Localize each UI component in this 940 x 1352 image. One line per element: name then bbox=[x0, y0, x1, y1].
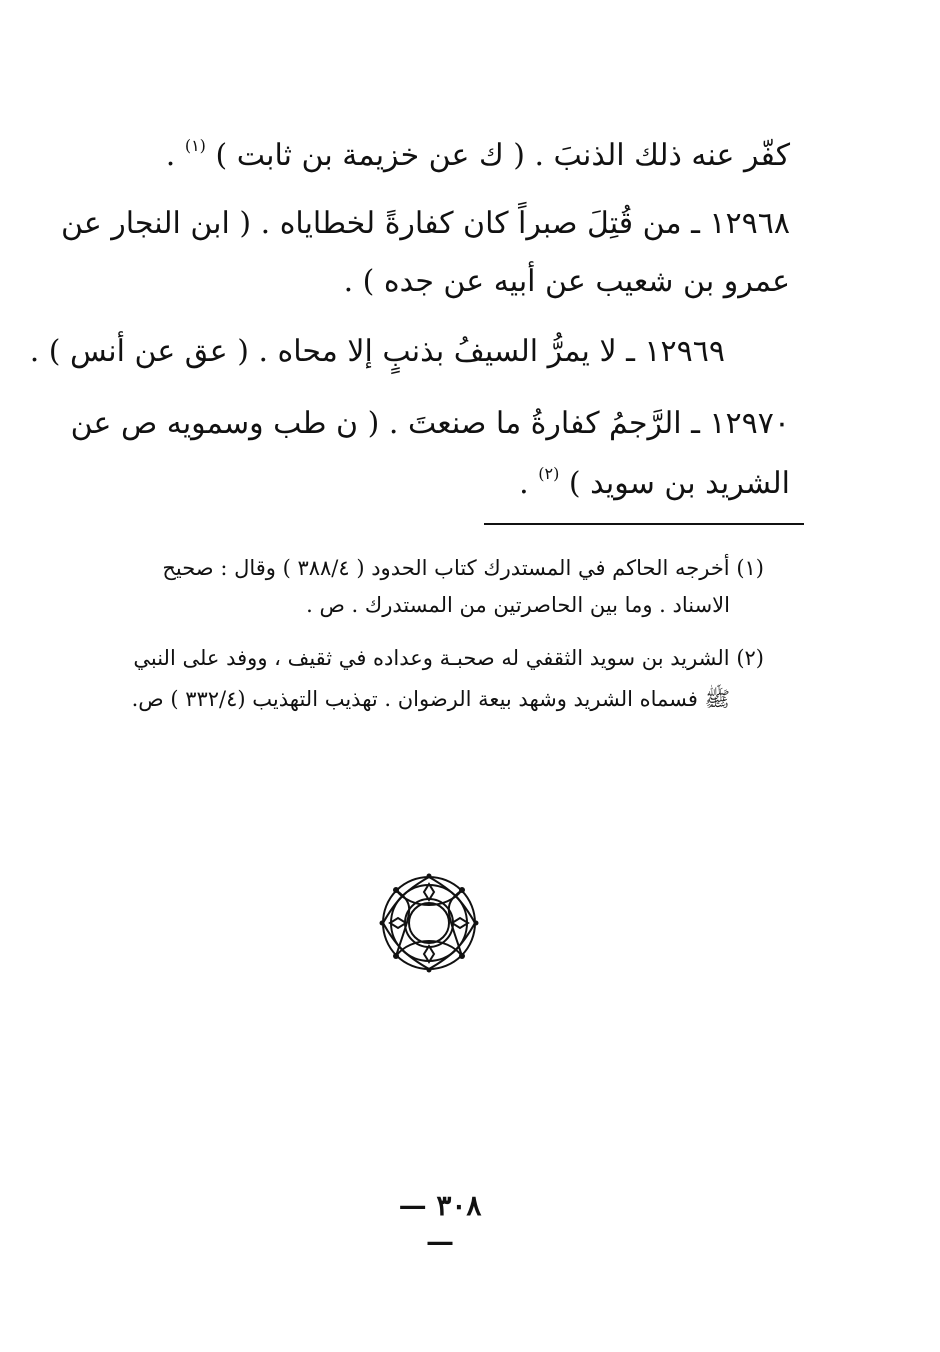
page-number: — ٣٠٨ — bbox=[398, 1189, 482, 1258]
footnote-1-line-2: الاسناد . وما بين الحاصرتين من المستدرك . ص . bbox=[306, 593, 730, 617]
text-line-1-body: كفّر عنه ذلك الذنبَ . ( ك عن خزيمة بن ثابت ) bbox=[215, 138, 790, 173]
text-line-1 bbox=[166, 136, 790, 176]
footnote-ref-2: (٢) bbox=[538, 464, 560, 483]
entry-12970-line-1: ١٢٩٧٠ ـ الرَّجمُ كفارةُ ما صنعتَ . ( ن طب وسمويه ص عن bbox=[70, 406, 790, 441]
entry-12970-line-2-end: . bbox=[519, 466, 529, 501]
text-line-1-end: . bbox=[165, 138, 176, 173]
entry-12970-line-2-body: الشريد بن سويد ) bbox=[568, 466, 790, 501]
footnote-1-line-1: (١) أخرجه الحاكم في المستدرك كتاب الحدود ( ٣٨٨/٤ ) وقال : صحيح bbox=[162, 556, 764, 580]
entry-12970-line-2 bbox=[519, 464, 790, 504]
entry-12968-line-2: عمرو بن شعيب عن أبيه عن جده ) . bbox=[343, 264, 790, 299]
entry-12969: ١٢٩٦٩ ـ لا يمرُّ السيفُ بذنبٍ إلا محاه . ( عق عن أنس ) . bbox=[29, 334, 725, 369]
footnote-2-line-2: ﷺ فسماه الشريد وشهد بيعة الرضوان . تهذيب التهذيب (٣٣٢/٤ ) ص. bbox=[131, 687, 730, 711]
footnote-2-line-1: (٢) الشريد بن سويد الثقفي له صحبـة وعداده في ثقيف ، ووفد على النبي bbox=[133, 646, 764, 670]
entry-12968-line-1: ١٢٩٦٨ ـ من قُتِلَ صبراً كان كفارةً لخطاياه . ( ابن النجار عن bbox=[61, 206, 790, 241]
footnote-separator bbox=[484, 523, 804, 525]
footnote-ref-1: (١) bbox=[184, 136, 206, 155]
decorative-ornament-icon bbox=[376, 870, 482, 976]
